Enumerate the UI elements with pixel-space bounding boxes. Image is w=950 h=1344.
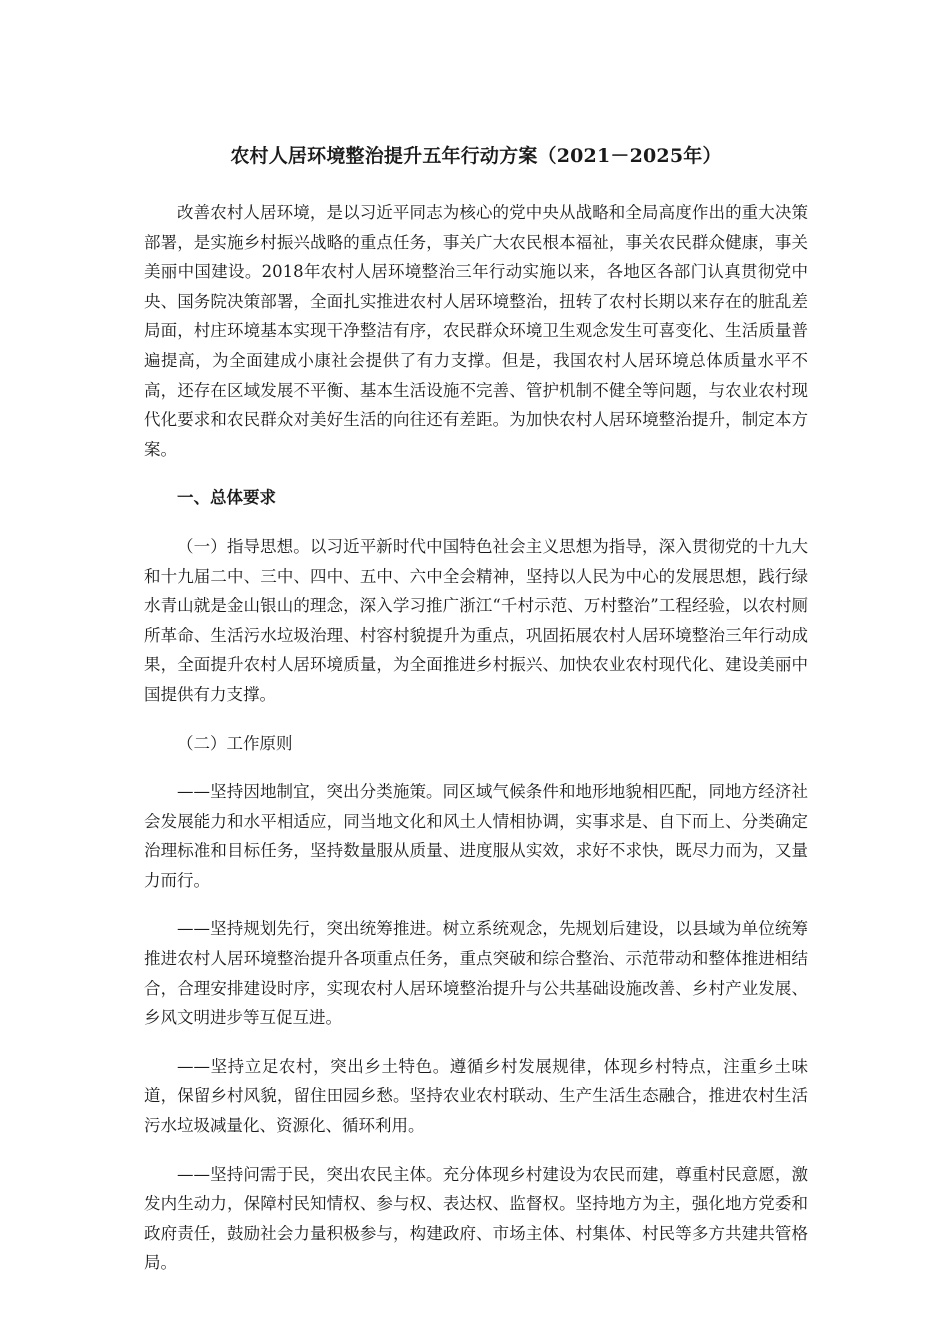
section-heading-general-requirements: 一、总体要求 [177,488,276,508]
document-title: 农村人居环境整治提升五年行动方案（2021－2025年） [230,145,722,167]
work-principles-heading: （二）工作原则 [177,733,293,753]
principle-paragraph: ——坚持规划先行，突出统筹推进。树立系统观念，先规划后建设，以县域为单位统筹推进农村人居环境整治提升各项重点任务，重点突破和综合整治、示范带动和整体推进相结合，合理安排建设时序，实现农村人居环境整治提升与公共基础设施改善、乡村产业发展、乡风文明进步等互促互进。 [144,919,808,1028]
principle-paragraph: ——坚持立足农村，突出乡土特色。遵循乡村发展规律，体现乡村特点，注重乡土味道，保留乡村风貌，留住田园乡愁。坚持农业农村联动、生产生活生态融合，推进农村生活污水垃圾减量化、资源化、循环利用。 [144,1056,808,1136]
guiding-ideology-paragraph: （一）指导思想。以习近平新时代中国特色社会主义思想为指导，深入贯彻党的十九大和十九届二中、三中、四中、五中、六中全会精神，坚持以人民为中心的发展思想，践行绿水青山就是金山银山的理念，深入学习推广浙江“千村示范、万村整治”工程经验，以农村厕所革命、生活污水垃圾治理、村容村貌提升为重点，巩固拓展农村人居环境整治三年行动成果，全面提升农村人居环境质量，为全面推进乡村振兴、加快农业农村现代化、建设美丽中国提供有力支撑。 [144,536,808,704]
intro-paragraph: 改善农村人居环境，是以习近平同志为核心的党中央从战略和全局高度作出的重大决策部署，是实施乡村振兴战略的重点任务，事关广大农民根本福祉，事关农民群众健康，事关美丽中国建设。2018年农村人居环境整治三年行动实施以来，各地区各部门认真贯彻党中央、国务院决策部署，全面扎实推进农村人居环境整治，扭转了农村长期以来存在的脏乱差局面，村庄环境基本实现干净整洁有序，农民群众环境卫生观念发生可喜变化、生活质量普遍提高，为全面建成小康社会提供了有力支撑。但是，我国农村人居环境总体质量水平不高，还存在区域发展不平衡、基本生活设施不完善、管护机制不健全等问题，与农业农村现代化要求和农民群众对美好生活的向往还有差距。为加快农村人居环境整治提升，制定本方案。 [144,203,808,459]
document-page [144,140,808,1297]
principle-paragraph: ——坚持因地制宜，突出分类施策。同区域气候条件和地形地貌相匹配，同地方经济社会发展能力和水平相适应，同当地文化和风土人情相协调，实事求是、自下而上、分类确定治理标准和目标任务，坚持数量服从质量、进度服从实效，求好不求快，既尽力而为，又量力而行。 [144,782,808,890]
principle-paragraph: ——坚持问需于民，突出农民主体。充分体现乡村建设为农民而建，尊重村民意愿，激发内生动力，保障村民知情权、参与权、表达权、监督权。坚持地方为主，强化地方党委和政府责任，鼓励社会力量积极参与，构建政府、市场主体、村集体、村民等多方共建共管格局。 [144,1164,808,1273]
